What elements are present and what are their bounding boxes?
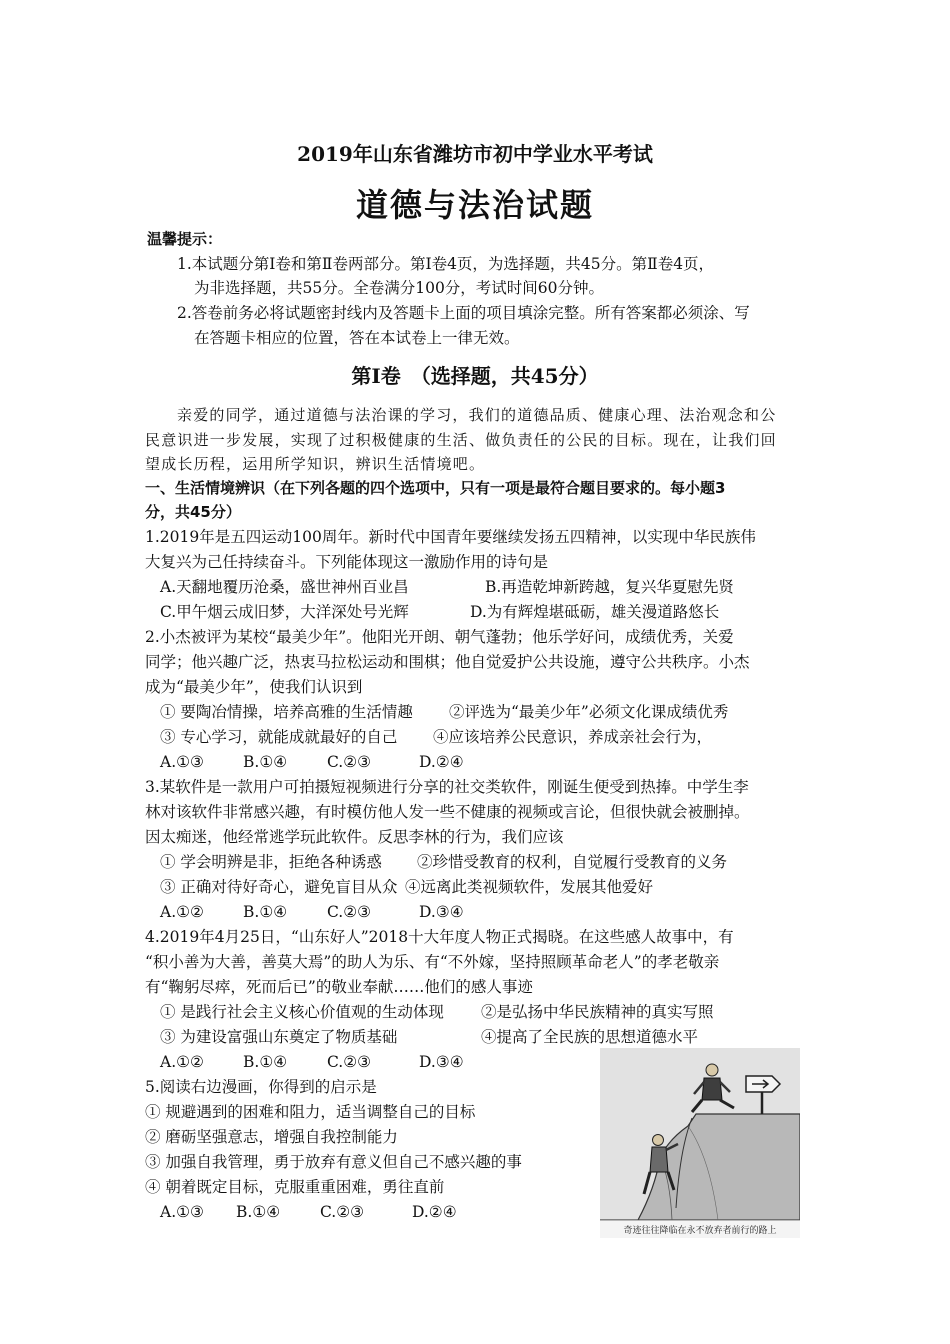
q4-option-d: D.③④ [419, 1053, 464, 1071]
q3-statement-3: ③ 正确对待好奇心，避免盲目从众 [160, 878, 398, 896]
q5-statement-1: ① 规避遇到的困难和阻力，适当调整自己的目标 [145, 1103, 476, 1121]
q2-stem-line-3: 成为“最美少年”，使我们认识到 [145, 678, 363, 696]
intro-line-1: 亲爱的同学，通过道德与法治课的学习，我们的道德品质、健康心理、法治观念和公 [177, 406, 777, 424]
q2-statement-1: ① 要陶冶情操，培养高雅的生活情趣 [160, 703, 413, 721]
q1-option-d: D.为有辉煌堪砥砺，雄关漫道路悠长 [470, 603, 720, 621]
q3-option-d: D.③④ [419, 903, 464, 921]
q3-stem-line-1: 3.某软件是一款用户可拍摄短视频进行分享的社交类软件，刚诞生便受到热捧。中学生李 [145, 778, 749, 796]
cartoon-drawing [600, 1048, 800, 1238]
q4-stem-line-3: 有“鞠躬尽瘁，死而后已”的敬业奉献……他们的感人事迹 [145, 978, 533, 996]
q3-option-a: A.①② [160, 903, 204, 921]
section-title: 第Ⅰ卷 （选择题，共45分） [351, 364, 599, 388]
notice-item-1-line-2: 为非选择题，共55分。全卷满分100分，考试时间60分钟。 [194, 279, 605, 297]
q5-statement-4: ④ 朝着既定目标，克服重重困难，勇往直前 [145, 1178, 445, 1196]
q5-option-c: C.②③ [320, 1203, 365, 1221]
q1-option-c: C.甲午烟云成旧梦，大洋深处号光辉 [160, 603, 409, 621]
q1-stem-line-1: 1.2019年是五四运动100周年。新时代中国青年要继续发扬五四精神，以实现中华民族伟 [145, 528, 756, 546]
q3-stem-line-2: 林对该软件非常感兴趣，有时模仿他人发一些不健康的视频或言论，但很快就会被删掉。 [145, 803, 750, 821]
q5-option-a: A.①③ [160, 1203, 204, 1221]
q4-stem-line-1: 4.2019年4月25日，“山东好人”2018十大年度人物正式揭晓。在这些感人故事中，有 [145, 928, 734, 946]
q2-option-c: C.②③ [327, 753, 372, 771]
q5-stem: 5.阅读右边漫画，你得到的启示是 [145, 1078, 377, 1096]
part-heading-line-2: 分，共45分） [145, 503, 241, 521]
intro-line-3: 望成长历程，运用所学知识，辨识生活情境吧。 [145, 455, 486, 473]
q2-option-a: A.①③ [160, 753, 204, 771]
q3-option-c: C.②③ [327, 903, 372, 921]
q4-option-b: B.①④ [243, 1053, 288, 1071]
exam-title: 2019年山东省潍坊市初中学业水平考试 [297, 142, 653, 166]
q4-statement-2: ②是弘扬中华民族精神的真实写照 [481, 1003, 714, 1021]
q3-statement-1: ① 学会明辨是非，拒绝各种诱惑 [160, 853, 382, 871]
intro-line-2: 民意识进一步发展，实现了过积极健康的生活、做负责任的公民的目标。现在，让我们回 [145, 431, 777, 449]
q5-option-b: B.①④ [236, 1203, 281, 1221]
q2-option-b: B.①④ [243, 753, 288, 771]
q4-stem-line-2: “积小善为大善，善莫大焉”的助人为乐、有“不外嫁，坚持照顾革命老人”的孝老敬亲 [145, 953, 720, 971]
q2-option-d: D.②④ [419, 753, 464, 771]
q4-statement-3: ③ 为建设富强山东奠定了物质基础 [160, 1028, 398, 1046]
notice-item-1-line-1: 1.本试题分第Ⅰ卷和第Ⅱ卷两部分。第Ⅰ卷4页，为选择题，共45分。第Ⅱ卷4页， [177, 255, 715, 273]
q4-statement-1: ① 是践行社会主义核心价值观的生动体现 [160, 1003, 444, 1021]
notice-label: 温馨提示： [147, 230, 223, 248]
q2-statement-4: ④应该培养公民意识，养成亲社会行为， [433, 728, 713, 746]
q1-option-b: B.再造乾坤新跨越，复兴华夏慰先贤 [485, 578, 734, 596]
q4-statement-4: ④提高了全民族的思想道德水平 [481, 1028, 699, 1046]
q3-statement-4: ④远离此类视频软件，发展其他爱好 [405, 878, 654, 896]
q3-stem-line-3: 因太痴迷，他经常逃学玩此软件。反思李林的行为，我们应该 [145, 828, 564, 846]
q5-statement-2: ② 磨砺坚强意志，增强自我控制能力 [145, 1128, 398, 1146]
notice-item-2-line-1: 2.答卷前务必将试题密封线内及答题卡上面的项目填涂完整。所有答案都必须涂、写 [177, 304, 750, 322]
q2-stem-line-1: 2.小杰被评为某校“最美少年”。他阳光开朗、朝气蓬勃；他乐学好问，成绩优秀，关爱 [145, 628, 734, 646]
q5-statement-3: ③ 加强自我管理，勇于放弃有意义但自己不感兴趣的事 [145, 1153, 522, 1171]
q2-statement-3: ③ 专心学习，就能成就最好的自己 [160, 728, 398, 746]
q1-stem-line-2: 大复兴为己任持续奋斗。下列能体现这一激励作用的诗句是 [145, 553, 549, 571]
q1-option-a: A.天翻地覆历沧桑，盛世神州百业昌 [160, 578, 409, 596]
cartoon-illustration [600, 1048, 800, 1238]
cartoon-caption: 奇迹往往降临在永不放弃者前行的路上 [623, 1226, 777, 1236]
subject-title: 道德与法治试题 [355, 186, 594, 224]
q3-statement-2: ②珍惜受教育的权利，自觉履行受教育的义务 [417, 853, 728, 871]
q3-option-b: B.①④ [243, 903, 288, 921]
q2-statement-2: ②评选为“最美少年”必须文化课成绩优秀 [449, 703, 729, 721]
part-heading-line-1: 一、生活情境辨识（在下列各题的四个选项中，只有一项是最符合题目要求的。每小题3 [145, 479, 726, 497]
q2-stem-line-2: 同学；他兴趣广泛，热衷马拉松运动和围棋；他自觉爱护公共设施，遵守公共秩序。小杰 [145, 653, 750, 671]
notice-item-2-line-2: 在答题卡相应的位置，答在本试卷上一律无效。 [194, 329, 520, 347]
q4-option-c: C.②③ [327, 1053, 372, 1071]
q4-option-a: A.①② [160, 1053, 204, 1071]
q5-option-d: D.②④ [412, 1203, 457, 1221]
